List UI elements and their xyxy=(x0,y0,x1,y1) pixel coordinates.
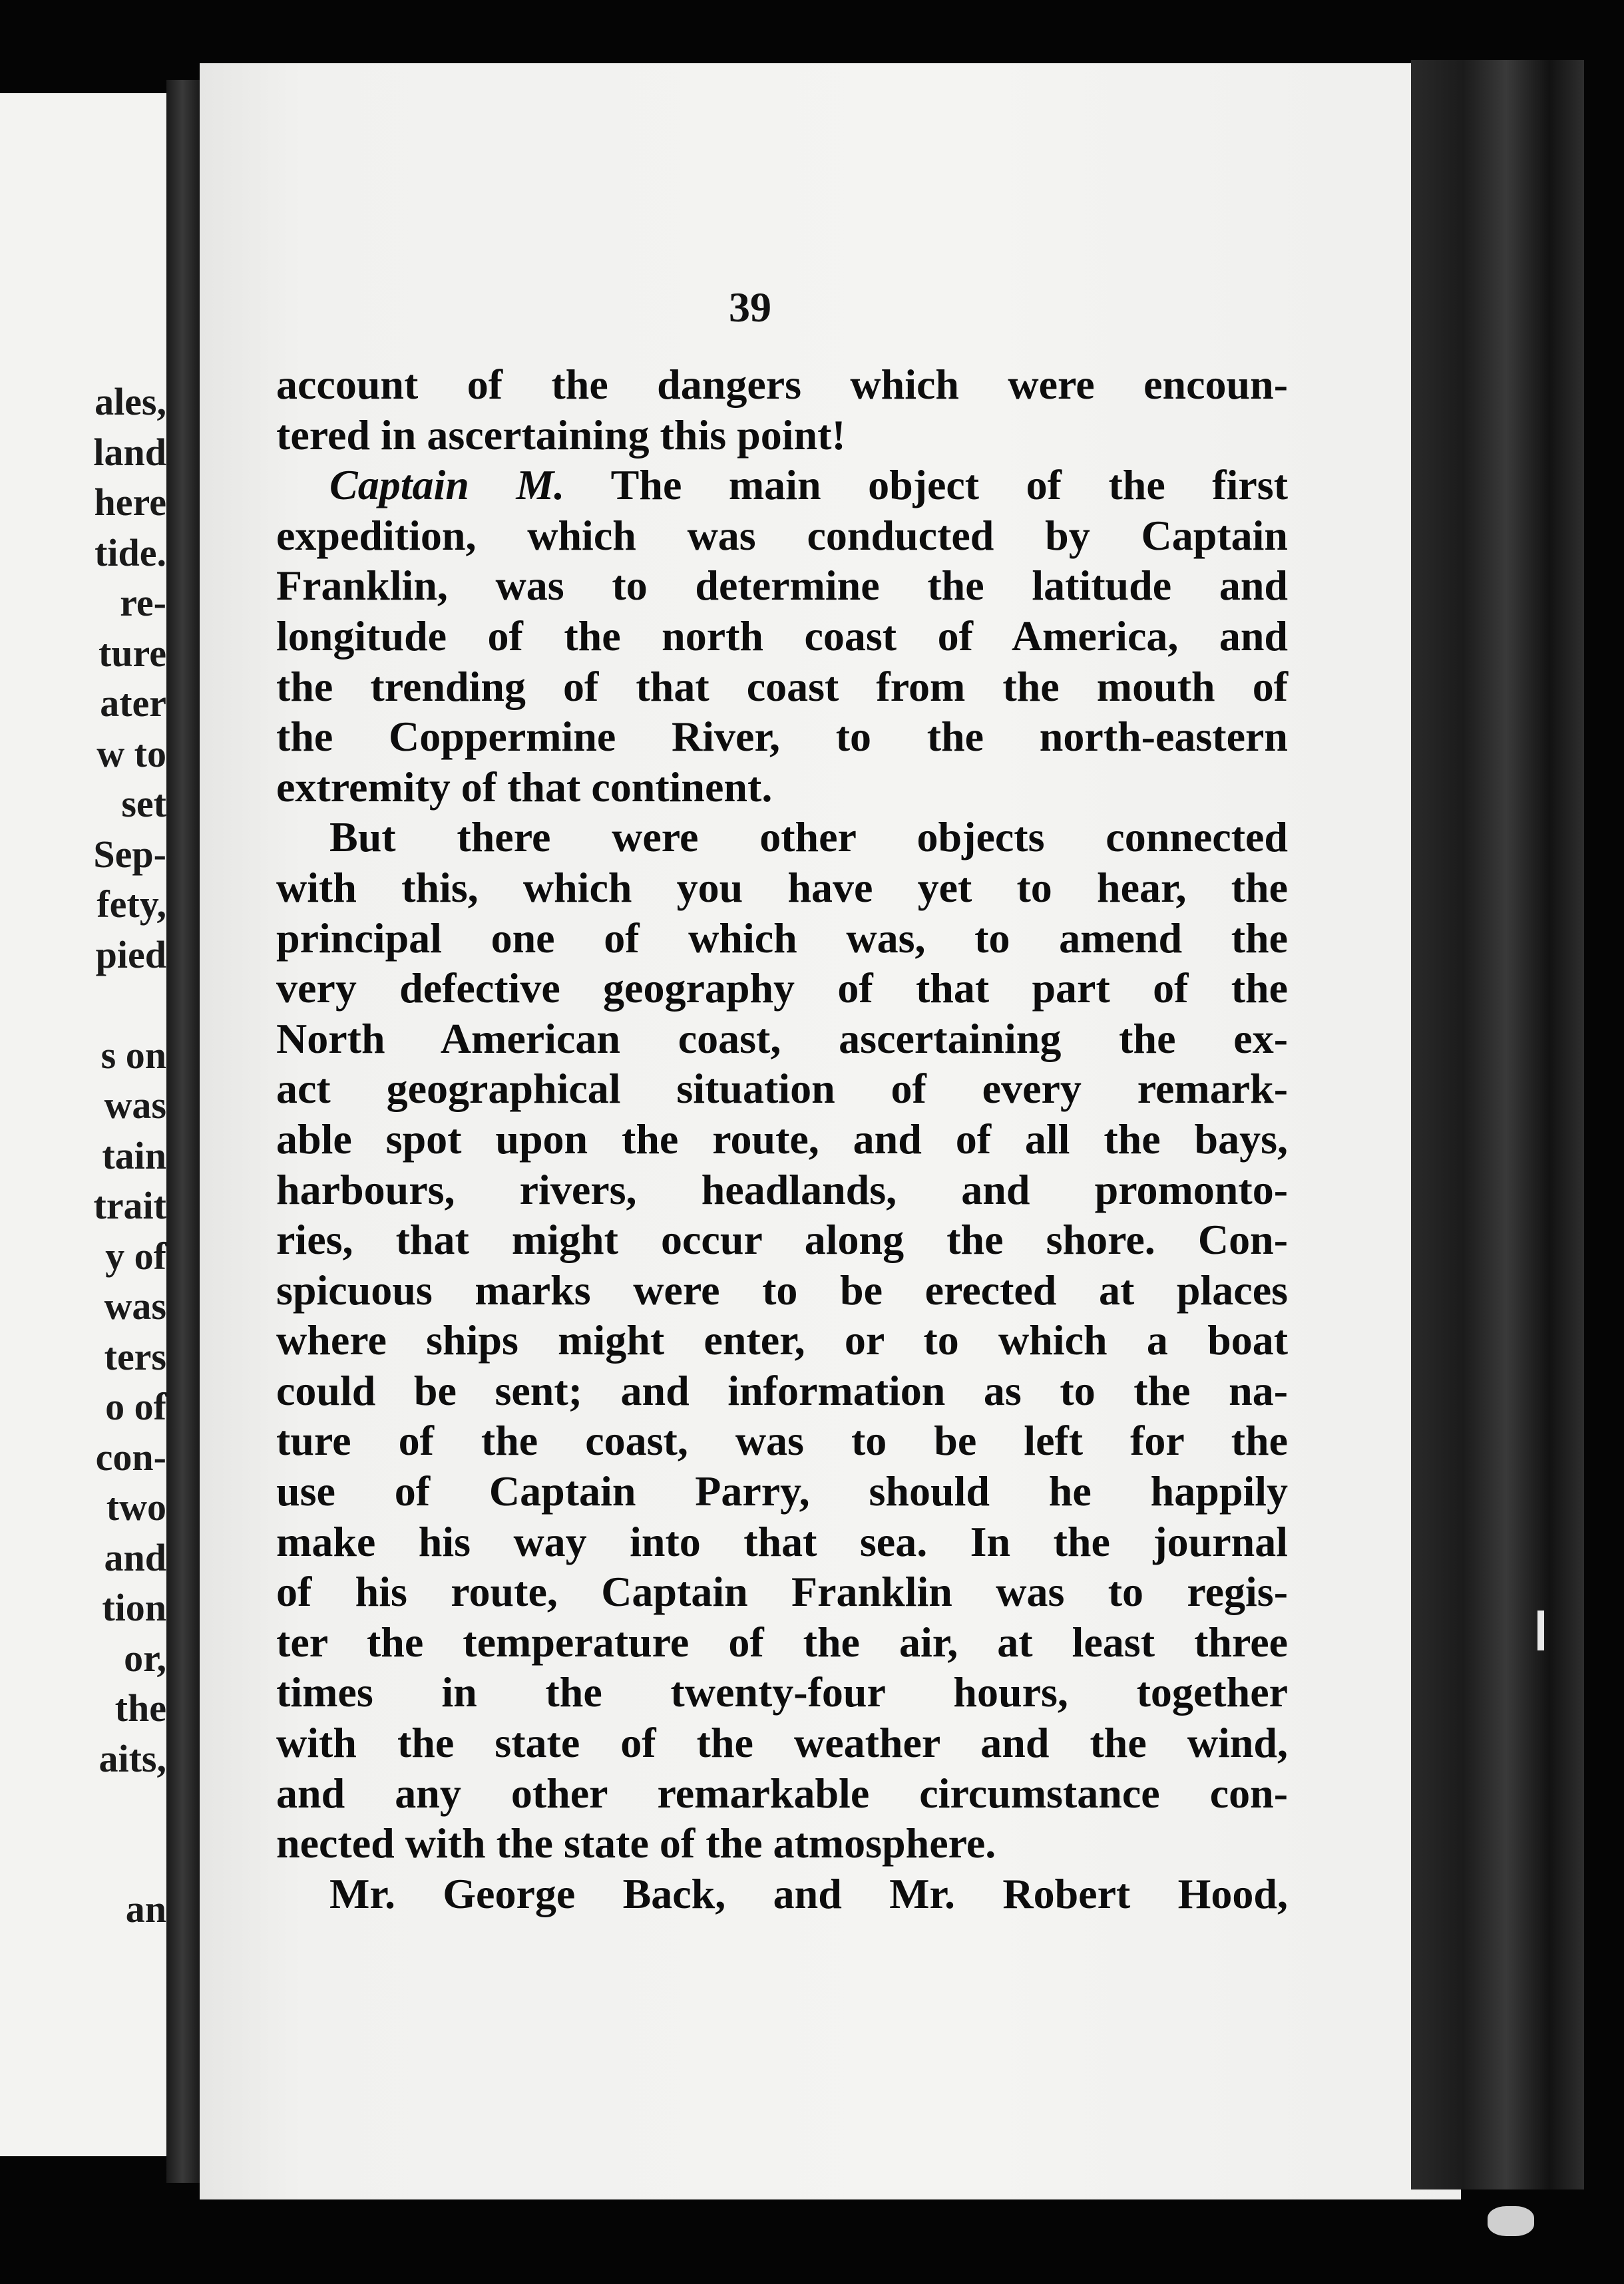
text-line: with this, which you have yet to hear, the xyxy=(276,863,1288,911)
body-text xyxy=(276,359,1288,1919)
left-page-line: ters xyxy=(104,1334,166,1378)
left-page-line: o of xyxy=(105,1385,166,1428)
left-page-line: the xyxy=(114,1686,166,1730)
text-line xyxy=(276,460,1288,510)
left-page-line: ture xyxy=(98,631,166,675)
left-page-line: set xyxy=(121,782,166,825)
left-page-line: fety, xyxy=(97,882,166,926)
text-line: extremity of that continent. xyxy=(276,763,773,811)
text-line: account of the dangers which were encoun- xyxy=(276,361,1288,408)
text-line: where ships might enter, or to which a boat xyxy=(276,1316,1288,1364)
text-line: tered in ascertaining this point! xyxy=(276,411,846,459)
text-line: times in the twenty-four hours, together xyxy=(276,1668,1288,1716)
text-line: and any other remarkable circumstance con- xyxy=(276,1769,1288,1817)
left-page-line: tain xyxy=(102,1133,166,1177)
left-page-line: w to xyxy=(97,731,166,775)
text-line: principal one of which was, to amend the xyxy=(276,914,1288,962)
left-page-line: tion xyxy=(102,1586,166,1629)
left-page-line: y of xyxy=(105,1234,166,1278)
text-fragment: The main object of the first xyxy=(610,461,1289,509)
left-page-line: was xyxy=(104,1083,166,1127)
text-line: use of Captain Parry, should he happily xyxy=(276,1467,1288,1515)
text-line: longitude of the north coast of America, and xyxy=(276,612,1288,660)
left-page-fragment xyxy=(0,93,166,2156)
left-page-line: or, xyxy=(124,1636,166,1680)
text-line: the Coppermine River, to the north-eastern xyxy=(276,713,1288,761)
text-line: act geographical situation of every remark- xyxy=(276,1065,1288,1113)
speaker-name: Captain M. xyxy=(329,461,565,509)
left-page-line: pied xyxy=(95,932,166,976)
left-page-line: ales, xyxy=(95,380,166,423)
text-line: spicuous marks were to be erected at places xyxy=(276,1266,1288,1314)
text-line: able spot upon the route, and of all the bays, xyxy=(276,1115,1288,1163)
text-line: harbours, rivers, headlands, and promonto- xyxy=(276,1165,1288,1213)
text-line: of his route, Captain Franklin was to regis- xyxy=(276,1568,1288,1616)
paper-speck xyxy=(1488,2206,1534,2236)
text-line: But there were other objects connected xyxy=(329,813,1288,861)
text-line: the trending of that coast from the mouth of xyxy=(276,662,1288,710)
paper-speck xyxy=(1537,1611,1544,1650)
left-page-line: and xyxy=(104,1535,166,1579)
left-page-line: tide. xyxy=(95,530,166,574)
text-line: ries, that might occur along the shore. Con- xyxy=(276,1216,1288,1264)
left-page-line: an xyxy=(125,1887,166,1931)
left-page-line: was xyxy=(104,1284,166,1328)
text-line: very defective geography of that part of the xyxy=(276,964,1288,1012)
left-page-line: ater xyxy=(100,681,166,725)
text-line: ter the temperature of the air, at least three xyxy=(276,1618,1288,1666)
left-page-line: here xyxy=(94,480,166,524)
page-number: 39 xyxy=(729,284,771,331)
text-line: Franklin, was to determine the latitude and xyxy=(276,562,1288,610)
text-line: could be sent; and information as to the na- xyxy=(276,1366,1288,1414)
text-line: Mr. George Back, and Mr. Robert Hood, xyxy=(329,1869,1288,1917)
text-line: with the state of the weather and the wind, xyxy=(276,1719,1288,1767)
text-line: North American coast, ascertaining the ex- xyxy=(276,1014,1288,1062)
left-page-line: re- xyxy=(120,581,166,624)
left-page-line: land xyxy=(93,430,166,474)
text-line: expedition, which was conducted by Captain xyxy=(276,511,1288,559)
text-line: nected with the state of the atmosphere. xyxy=(276,1819,996,1867)
left-page-line: two xyxy=(106,1485,166,1529)
text-line: make his way into that sea. In the journal xyxy=(276,1517,1288,1565)
left-page-line: con- xyxy=(95,1435,166,1479)
left-page-line: trait xyxy=(93,1184,166,1227)
left-page-line: s on xyxy=(101,1033,166,1077)
left-page-line: aits, xyxy=(99,1736,166,1780)
text-line: ture of the coast, was to be left for the xyxy=(276,1417,1288,1465)
left-page-line: Sep- xyxy=(93,832,166,876)
book-edge xyxy=(1411,60,1584,2189)
